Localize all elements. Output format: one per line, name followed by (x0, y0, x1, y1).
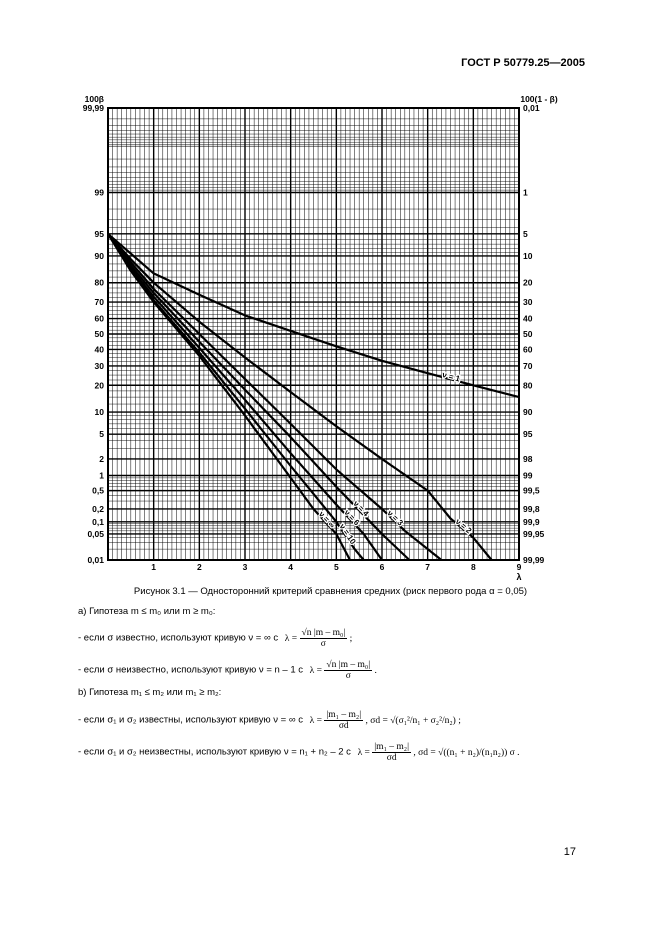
formula-b2 (357, 742, 520, 763)
y-tick-left: 0,01 (87, 555, 104, 565)
denominator: σ (320, 639, 326, 649)
denominator: σ (345, 671, 351, 681)
y-tick-left: 0,5 (92, 485, 104, 496)
curve-label: ν = 2 (453, 516, 474, 536)
y-tick-right: 1 (523, 187, 528, 198)
y-tick-left: 80 (94, 277, 104, 288)
x-tick: 4 (288, 562, 294, 572)
y-tick-right: 99,9 (523, 516, 540, 527)
semicolon: ; (349, 633, 353, 644)
x-tick: 6 (379, 562, 385, 572)
formula-b1 (309, 710, 461, 731)
y-tick-left: 5 (99, 429, 104, 440)
formula-a2 (309, 660, 377, 681)
figure-caption: Рисунок 3.1 — Односторонний критерий сравнения средних (риск первого рода α = 0,05) (133, 586, 528, 597)
hypothesis-b-known (78, 710, 461, 731)
y-tick-left: 99,99 (82, 103, 104, 113)
y-tick-right: 0,01 (523, 103, 540, 113)
y-tick-left: 0,1 (92, 516, 104, 527)
y-tick-right: 5 (523, 228, 528, 239)
x-tick: 2 (196, 562, 202, 572)
y-tick-right: 98 (523, 453, 533, 464)
y-tick-left: 0,2 (92, 503, 104, 514)
formula-a1 (284, 628, 353, 649)
hypothesis-b-unknown (78, 742, 520, 763)
page-number: 17 (563, 846, 576, 858)
period: . (374, 665, 377, 676)
lambda-label: λ = (357, 747, 370, 758)
sigma-d-formula-known: √(σ₁²/n₁ + σ₂²/n₂) (390, 715, 456, 726)
y-tick-left: 1 (99, 470, 104, 481)
y-tick-right: 40 (523, 313, 533, 324)
sigma-d-label: , σd = (365, 715, 388, 726)
y-tick-right: 20 (523, 277, 533, 288)
lambda-label: λ = (309, 715, 323, 726)
y-tick-right: 90 (523, 407, 533, 418)
sigma-d-formula-unknown: √((n₁ + n₂)/(n₁n₂)) σ (438, 747, 515, 758)
y-tick-left: 10 (94, 407, 104, 418)
x-tick: 7 (425, 562, 431, 572)
curve-label: ν = ∞ (316, 509, 337, 530)
period: . (517, 747, 520, 758)
y-tick-left: 0,05 (87, 528, 104, 539)
numerator: |m₁ – m₂| (374, 742, 409, 752)
fraction-b1 (324, 710, 363, 731)
numerator: √n |m – m₀| (326, 660, 371, 670)
x-tick: 5 (333, 562, 339, 572)
y-tick-right: 80 (523, 380, 533, 391)
curve-label: ν = 6 (342, 507, 362, 528)
y-tick-right: 30 (523, 297, 533, 308)
hypothesis-a-unknown (78, 660, 377, 681)
x-tick: 8 (470, 562, 476, 572)
y-tick-right: 99,99 (523, 555, 545, 565)
y-tick-right: 99,95 (523, 528, 545, 539)
y-tick-right: 70 (523, 360, 533, 371)
y-tick-right: 60 (523, 344, 533, 355)
y-tick-left: 50 (94, 329, 104, 339)
y-tick-right: 99,8 (523, 503, 540, 514)
y-tick-right: 99 (523, 470, 533, 481)
hypothesis-a-unknown-text: - если σ неизвестно, используют кривую ν = n – 1 с (78, 664, 304, 676)
curve-label: ν = 3 (385, 508, 405, 528)
y-tick-left: 2 (99, 453, 104, 464)
y-tick-right: 99,5 (523, 485, 540, 496)
curve-label: ν = 4 (351, 499, 371, 519)
numerator: |m₁ – m₂| (326, 710, 362, 720)
curve-label: ν = 1 (441, 370, 461, 384)
y-tick-right: 95 (523, 429, 533, 440)
x-tick: 9 (516, 562, 522, 572)
y-tick-left: 90 (94, 250, 104, 261)
hypothesis-a: а) Гипотеза m ≤ m₀ или m ≥ m₀: (78, 606, 216, 617)
lambda-label: λ = (309, 665, 323, 676)
y-tick-left: 99 (94, 187, 104, 198)
y-axis-label-left: 100β (84, 94, 104, 104)
y-tick-right: 10 (523, 250, 533, 261)
x-axis-label: λ (516, 572, 522, 582)
y-tick-left: 40 (94, 344, 104, 355)
lambda-label: λ = (284, 633, 298, 644)
curve-label: ν = 10 (337, 522, 358, 546)
x-tick: 3 (242, 562, 248, 572)
sigma-d-label: , σd = (413, 747, 436, 758)
denominator: σd (338, 721, 349, 731)
hypothesis-b-unknown-text: - если σ₁ и σ₂ неизвестны, используют кривую ν = n₁ + n₂ – 2 с (78, 746, 351, 758)
y-tick-left: 30 (94, 360, 104, 371)
y-tick-right: 50 (523, 329, 533, 339)
numerator: √n |m – m₀| (301, 628, 346, 638)
y-tick-left: 95 (94, 228, 104, 239)
y-tick-left: 20 (94, 380, 104, 391)
hypothesis-b: b) Гипотеза m₁ ≤ m₂ или m₁ ≥ m₂: (78, 687, 222, 698)
fraction-a1 (300, 628, 348, 649)
fraction-a2 (324, 660, 372, 681)
y-tick-left: 60 (94, 313, 104, 324)
y-axis-label-right: 100(1 - β) (520, 94, 558, 104)
document-id: ГОСТ Р 50779.25—2005 (461, 57, 585, 69)
fraction-b2 (372, 742, 411, 763)
hypothesis-a-known-text: - если σ известно, используют кривую ν = ∞ с (78, 632, 279, 644)
y-tick-left: 70 (94, 297, 104, 308)
denominator: σd (386, 753, 397, 763)
x-tick: 1 (151, 562, 157, 572)
hypothesis-b-known-text: - если σ₁ и σ₂ известны, используют кривую ν = ∞ с (78, 714, 304, 726)
semicolon: ; (458, 715, 461, 726)
hypothesis-a-known (78, 628, 353, 649)
